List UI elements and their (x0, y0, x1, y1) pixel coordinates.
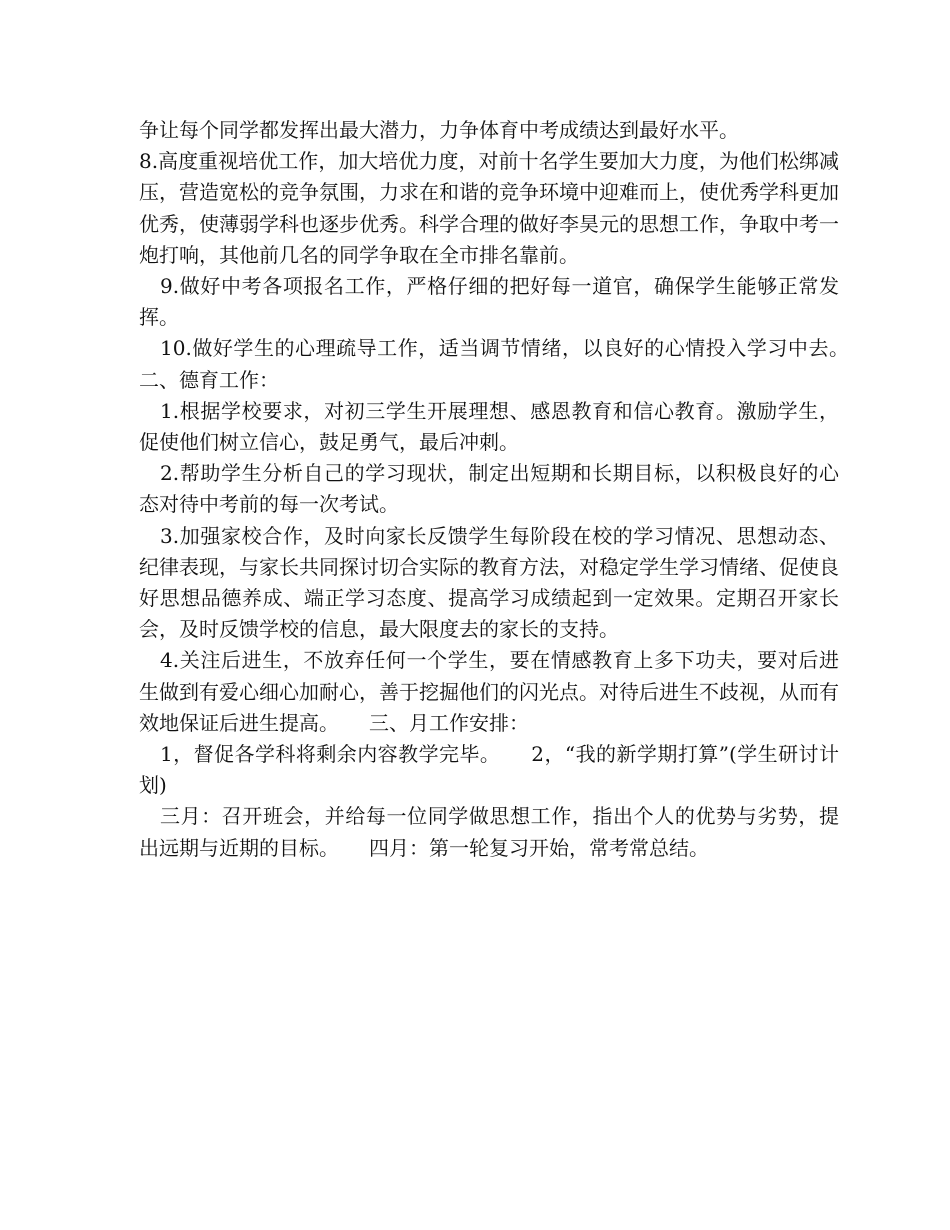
paragraph: 10.做好学生的心理疏导工作，适当调节情绪，以良好的心情投入学习中去。 二、德育工作： (139, 336, 879, 392)
paragraph: 1，督促各学科将剩余内容教学完毕。 2，“我的新学期打算”(学生研讨计划) (139, 742, 839, 798)
paragraph: 2.帮助学生分析自己的学习现状，制定出短期和长期目标，以积极良好的心态对待中考前的每一次考试。 (139, 461, 839, 517)
document-body (139, 115, 879, 864)
paragraph: 三月：召开班会，并给每一位同学做思想工作，指出个人的优势与劣势，提出远期与近期的目标。 四月：第一轮复习开始，常考常总结。 (139, 804, 839, 860)
paragraph: 1.根据学校要求，对初三学生开展理想、感恩教育和信心教育。激励学生，促使他们树立信心，鼓足勇气，最后冲刺。 (139, 398, 839, 455)
paragraph: 9.做好中考各项报名工作，严格仔细的把好每一道官，确保学生能够正常发挥。 (139, 274, 839, 330)
paragraph: 争让每个同学都发挥出最大潜力，力争体育中考成绩达到最好水平。 (139, 118, 739, 142)
paragraph: 4.关注后进生，不放弃任何一个学生，要在情感教育上多下功夫，要对后进生做到有爱心细心加耐心，善于挖掘他们的闪光点。对待后进生不歧视，从而有效地保证后进生提高。 三、月工作安排： (139, 648, 839, 735)
paragraph: 8.高度重视培优工作，加大培优力度，对前十名学生要加大力度，为他们松绑减压，营造宽松的竞争氛围，力求在和谐的竞争环境中迎难而上，使优秀学科更加优秀，使薄弱学科也逐步优秀。科学合理的做好李昊元的思想工作，争取中考一炮打响，其他前几名的同学争取在全市排名靠前。 (139, 149, 839, 267)
paragraph: 3.加强家校合作，及时向家长反馈学生每阶段在校的学习情况、思想动态、纪律表现，与家长共同探讨切合实际的教育方法，对稳定学生学习情绪、促使良好思想品德养成、端正学习态度、提高学习成绩起到一定效果。定期召开家长会，及时反馈学校的信息，最大限度去的家长的支持。 (139, 523, 839, 642)
